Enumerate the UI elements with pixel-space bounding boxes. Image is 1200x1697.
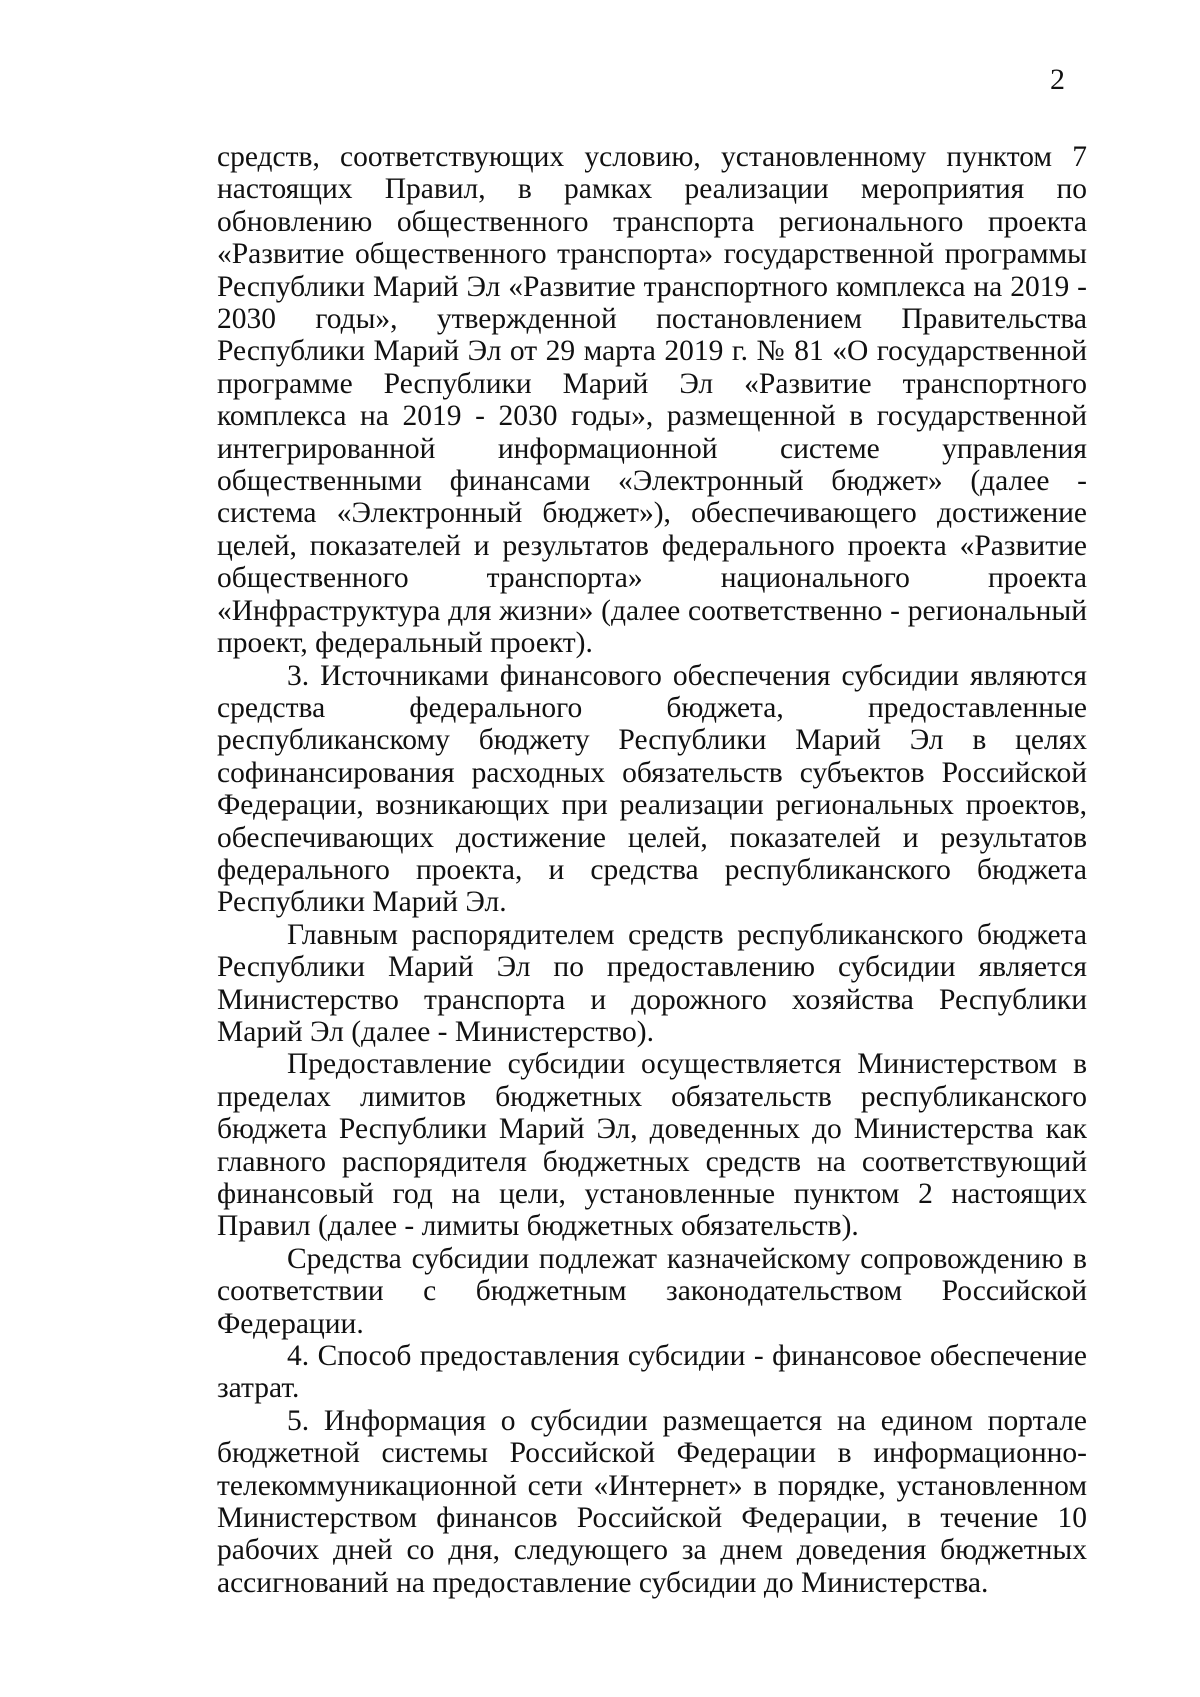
- paragraph-item-4: 4. Способ предоставления субсидии - финансовое обеспечение затрат.: [217, 1340, 1087, 1405]
- document-body: [217, 141, 1087, 1599]
- paragraph-subsidy-provision: Предоставление субсидии осуществляется Министерством в пределах лимитов бюджетных обязательств республиканского бюджета Республики Марий Эл, доведенных до Министерства как главного распорядителя бюджетных средств на соответствующий финансовый год на цели, установленные пунктом 2 настоящих Правил (далее - лимиты бюджетных обязательств).: [217, 1048, 1087, 1243]
- page-number: 2: [1050, 63, 1065, 96]
- paragraph-item-3: 3. Источниками финансового обеспечения субсидии являются средства федерального бюджета, предоставленные республиканскому бюджету Республики Марий Эл в целях софинансирования расходных обязательств субъектов Российской Федерации, возникающих при реализации региональных проектов, обеспечивающих достижение целей, показателей и результатов федерального проекта, и средства республиканского бюджета Республики Марий Эл.: [217, 659, 1087, 919]
- paragraph-treasury-support: Средства субсидии подлежат казначейскому сопровождению в соответствии с бюджетным законодательством Российской Федерации.: [217, 1242, 1087, 1340]
- paragraph-continuation: средств, соответствующих условию, установленному пунктом 7 настоящих Правил, в рамках реализации мероприятия по обновлению общественного транспорта регионального проекта «Развитие общественного транспорта» государственной программы Республики Марий Эл «Развитие транспортного комплекса на 2019 - 2030 годы», утвержденной постановлением Правительства Республики Марий Эл от 29 марта 2019 г. № 81 «О государственной программе Республики Марий Эл «Развитие транспортного комплекса на 2019 - 2030 годы», размещенной в государственной интегрированной информационной системе управления общественными финансами «Электронный бюджет» (далее - система «Электронный бюджет»), обеспечивающего достижение целей, показателей и результатов федерального проекта «Развитие общественного транспорта» национального проекта «Инфраструктура для жизни» (далее соответственно - региональный проект, федеральный проект).: [217, 141, 1087, 660]
- paragraph-main-administrator: Главным распорядителем средств республиканского бюджета Республики Марий Эл по предоставлению субсидии является Министерство транспорта и дорожного хозяйства Республики Марий Эл (далее - Министерство).: [217, 918, 1087, 1048]
- paragraph-item-5: 5. Информация о субсидии размещается на едином портале бюджетной системы Российской Федерации в информационно-телекоммуникационной сети «Интернет» в порядке, установленном Министерством финансов Российской Федерации, в течение 10 рабочих дней со дня, следующего за днем доведения бюджетных ассигнований на предоставление субсидии до Министерства.: [217, 1404, 1087, 1599]
